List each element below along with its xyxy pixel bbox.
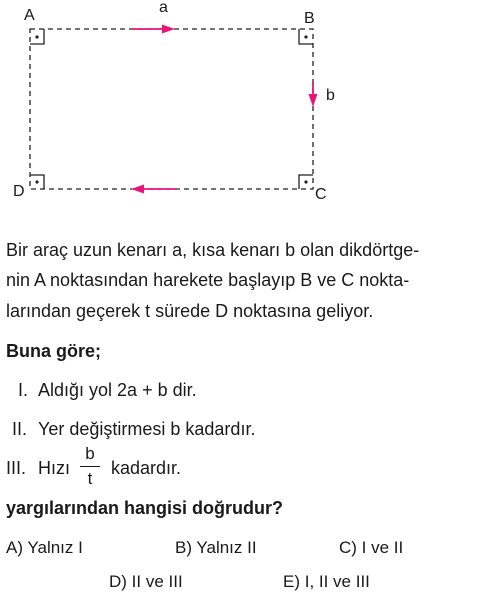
side-label-a: a xyxy=(159,0,168,16)
statement-2-text: Yer değiştirmesi b kadardır. xyxy=(38,419,256,439)
side-label-b: b xyxy=(326,87,335,104)
vertex-label-d: D xyxy=(13,183,25,200)
rectangle-diagram xyxy=(0,0,486,215)
arrow-right xyxy=(132,25,175,34)
option-c[interactable]: C) I ve II xyxy=(339,538,404,557)
arrow-down xyxy=(309,82,318,107)
arrow-left xyxy=(131,185,176,194)
statement-3-number: III. xyxy=(6,458,27,478)
option-a[interactable]: A) Yalnız I xyxy=(6,538,83,557)
right-angle-dot-a xyxy=(35,35,38,38)
fraction-numerator: b xyxy=(85,444,95,463)
option-d[interactable]: D) II ve III xyxy=(109,572,183,591)
fraction-denominator: t xyxy=(87,469,93,488)
option-e[interactable]: E) I, II ve III xyxy=(283,572,370,591)
vertex-label-b: B xyxy=(304,10,315,27)
vertex-label-c: C xyxy=(315,186,327,203)
rectangle-figure xyxy=(0,0,486,215)
problem-line-2: nin A noktasından harekete başlayıp B ve C nokta- xyxy=(6,270,410,290)
problem-line-3: larından geçerek t sürede D noktasına geliyor. xyxy=(6,301,374,321)
problem-line-1: Bir araç uzun kenarı a, kısa kenarı b olan dikdörtge- xyxy=(6,240,420,260)
fraction-bar xyxy=(80,466,100,467)
right-angle-dot-b xyxy=(304,35,307,38)
right-angle-dot-d xyxy=(35,180,38,183)
problem-prompt: Buna göre; xyxy=(6,341,102,361)
dashed-rectangle xyxy=(30,29,313,189)
statement-3-pre: Hızı xyxy=(38,458,71,478)
statement-1-number: I. xyxy=(18,380,29,400)
question-text: yargılarından hangisi doğrudur? xyxy=(6,498,284,518)
statement-2-number: II. xyxy=(12,419,28,439)
option-b[interactable]: B) Yalnız II xyxy=(175,538,257,557)
right-angle-dot-c xyxy=(304,180,307,183)
statement-3-post: kadardır. xyxy=(111,458,182,478)
statement-1-text: Aldığı yol 2a + b dir. xyxy=(38,380,197,400)
vertex-label-a: A xyxy=(24,7,35,24)
